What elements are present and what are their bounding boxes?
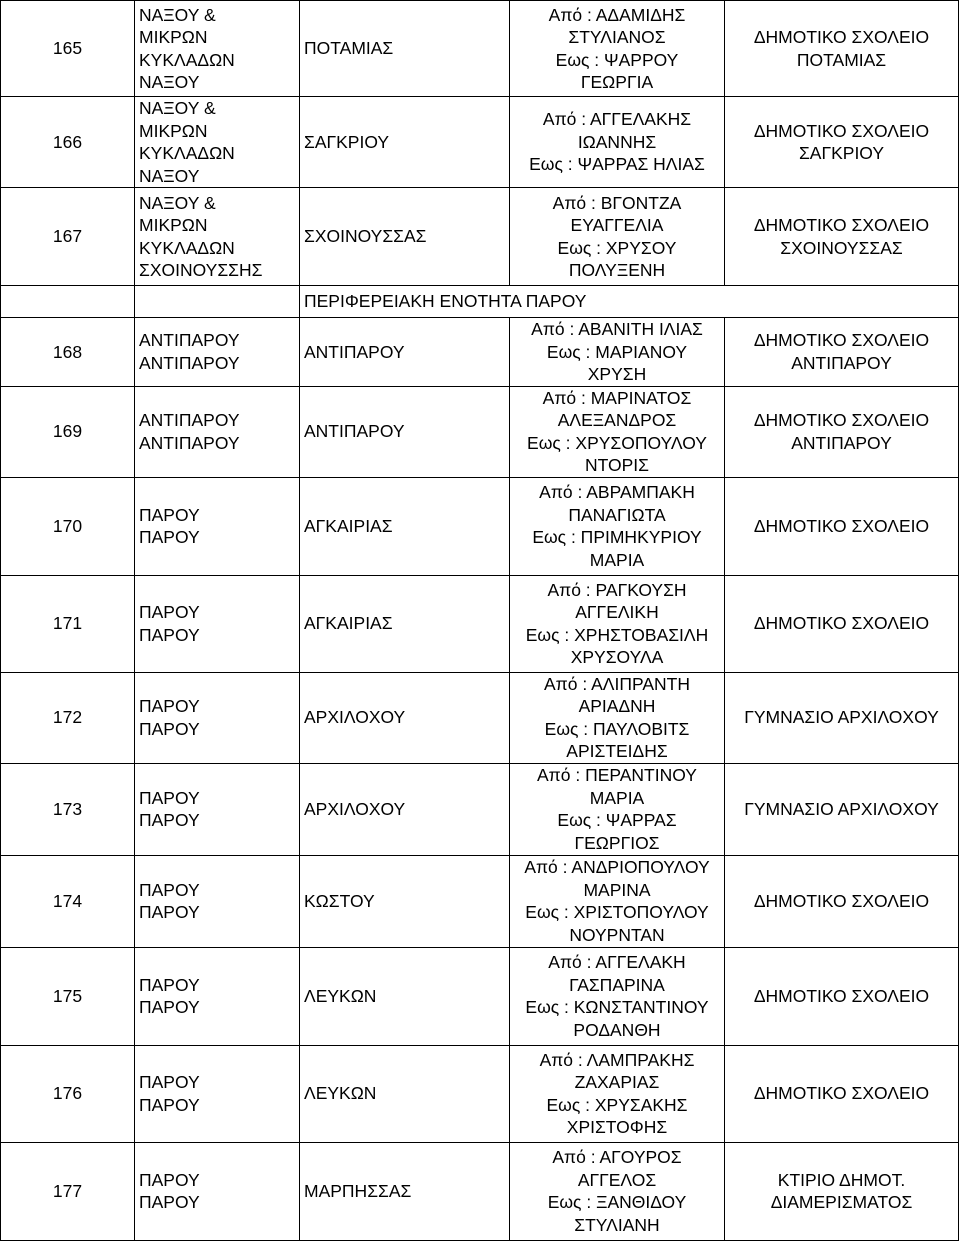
row-number: 166 [1,97,135,188]
cell-line: ΔΗΜΟΤΙΚΟ ΣΧΟΛΕΙΟ [753,27,930,47]
cell-line: ΠΑΡΟΥ [139,1072,200,1092]
voter-range-cell [510,1045,725,1142]
venue-cell [725,188,959,286]
cell-line: ΠΑΡΟΥ [139,1169,200,1190]
cell-line: ΜΙΚΡΩΝ [139,120,208,141]
cell-line: Εως : ΨΑΡΡΑΣ [557,810,677,830]
cell-line: ΡΟΔΑΝΘΗ [573,1019,661,1040]
cell-line: ΔΗΜΟΤΙΚΟ ΣΧΟΛΕΙΟ [753,120,930,141]
row-number: 171 [1,575,135,672]
community-cell: ΑΝΤΙΠΑΡΟΥ [300,318,510,387]
cell-line: Από : ΡΑΓΚΟΥΣΗ [547,579,687,600]
row-number: 174 [1,855,135,947]
cell-line: ΔΗΜΟΤΙΚΟ ΣΧΟΛΕΙΟ [753,890,930,911]
table-row [1,855,959,947]
venue-cell [725,318,959,387]
voter-range-cell [510,386,725,477]
cell-line: Εως : ΧΡΥΣΑΚΗΣ [546,1094,688,1115]
community-cell: ΑΡΧΙΛΟΧΟΥ [300,672,510,763]
section-row [1,286,959,318]
venue-cell [725,763,959,855]
cell-line: ΠΑΡΟΥ [139,879,200,900]
venue-cell [725,386,959,477]
table-row [1,318,959,387]
cell-line: Από : ΑΓΓΕΛΑΚΗ [548,952,686,972]
row-number: 176 [1,1045,135,1142]
cell-line: ΜΙΚΡΩΝ [139,215,208,235]
cell-line: ΑΝΤΙΠΑΡΟΥ [791,432,892,453]
cell-line: ΑΡΙΑΔΝΗ [578,696,656,716]
cell-line: ΔΗΜΟΤΙΚΟ ΣΧΟΛΕΙΟ [753,985,930,1006]
section-empty-cell [1,286,135,318]
cell-line: ΠΑΡΟΥ [139,1094,200,1115]
row-number: 173 [1,763,135,855]
cell-line: ΚΥΚΛΑΔΩΝ [139,143,235,163]
cell-line: ΑΝΤΙΠΑΡΟΥ [139,410,240,430]
cell-line: ΠΑΡΟΥ [139,902,200,922]
cell-line: ΠΑΡΟΥ [139,696,200,716]
cell-line: ΓΥΜΝΑΣΙΟ ΑΡΧΙΛΟΧΟΥ [744,798,939,819]
table-body-paros [1,318,959,1241]
cell-line: Από : ΑΒΑΝΙΤΗ ΙΛΙΑΣ [531,319,703,339]
cell-line: ΠΑΡΟΥ [139,602,200,622]
voter-range-cell [510,477,725,575]
venue-cell [725,1142,959,1240]
voter-range-cell [510,318,725,387]
cell-line: ΠΑΡΟΥ [139,527,200,547]
voter-range-cell [510,1142,725,1240]
cell-line: ΔΗΜΟΤΙΚΟ ΣΧΟΛΕΙΟ [753,1083,930,1104]
cell-line: ΠΑΡΟΥ [139,504,200,525]
cell-line: Από : ΠΕΡΑΝΤΙΝΟΥ [537,765,697,785]
cell-line: ΑΝΤΙΠΑΡΟΥ [139,432,240,453]
municipality-cell [135,1045,300,1142]
table-row [1,188,959,286]
cell-line: ΠΑΡΟΥ [139,974,200,995]
voter-range-cell [510,947,725,1045]
cell-line: ΑΝΤΙΠΑΡΟΥ [139,330,240,351]
venue-cell [725,1045,959,1142]
cell-line: ΔΗΜΟΤΙΚΟ ΣΧΟΛΕΙΟ [753,410,930,430]
venue-cell [725,575,959,672]
community-cell: ΑΝΤΙΠΑΡΟΥ [300,386,510,477]
cell-line: Από : ΑΝΔΡΙΟΠΟΥΛΟΥ [524,857,710,877]
row-number: 169 [1,386,135,477]
venue-cell [725,855,959,947]
cell-line: ΓΕΩΡΓΙΑ [580,72,654,92]
table-row [1,1,959,97]
cell-line: ΑΝΤΙΠΑΡΟΥ [139,352,240,373]
municipality-cell [135,1142,300,1240]
cell-line: ΧΡΥΣΟΥΛΑ [570,647,664,667]
row-number: 167 [1,188,135,286]
row-number: 168 [1,318,135,387]
cell-line: ΠΑΡΟΥ [139,624,200,645]
cell-line: ΠΟΛΥΞΕΝΗ [568,260,666,280]
cell-line: ΠΑΡΟΥ [139,1192,200,1212]
cell-line: ΠΑΡΟΥ [139,787,200,808]
cell-line: ΔΗΜΟΤΙΚΟ ΣΧΟΛΕΙΟ [753,330,930,351]
cell-line: Εως : ΨΑΡΡΑΣ ΗΛΙΑΣ [529,154,705,175]
cell-line: Εως : ΧΡΥΣΟΠΟΥΛΟΥ [527,432,707,453]
table-row [1,575,959,672]
cell-line: ΓΑΣΠΑΡΙΝΑ [569,974,665,995]
community-cell: ΜΑΡΠΗΣΣΑΣ [300,1142,510,1240]
cell-line: ΔΙΑΜΕΡΙΣΜΑΤΟΣ [770,1192,913,1212]
table-row [1,477,959,575]
cell-line: ΔΗΜΟΤΙΚΟ ΣΧΟΛΕΙΟ [753,215,930,235]
cell-line: ΠΑΡΟΥ [139,997,200,1017]
table-body-naxos [1,1,959,286]
venue-cell [725,947,959,1045]
table-row [1,1045,959,1142]
community-cell: ΠΟΤΑΜΙΑΣ [300,1,510,97]
voter-range-cell [510,855,725,947]
cell-line: Εως : ΞΑΝΘΙΔΟΥ [547,1192,687,1212]
cell-line: ΠΑΝΑΓΙΩΤΑ [568,504,666,525]
cell-line: ΠΟΤΑΜΙΑΣ [796,49,887,70]
municipality-cell [135,855,300,947]
municipality-cell [135,575,300,672]
cell-line: ΓΕΩΡΓΙΟΣ [574,832,660,853]
cell-line: Εως : ΜΑΡΙΑΝΟΥ [546,341,688,362]
cell-line: ΜΑΡΙΝΑ [583,879,651,900]
cell-line: ΝΑΞΟΥ & [139,192,216,213]
cell-line: ΙΩΑΝΝΗΣ [577,131,657,152]
community-cell: ΑΓΚΑΙΡΙΑΣ [300,575,510,672]
table-row [1,947,959,1045]
cell-line: ΣΑΓΚΡΙΟΥ [798,143,885,163]
cell-line: ΠΑΡΟΥ [139,810,200,830]
cell-line: ΣΧΟΙΝΟΥΣΣΑΣ [780,237,903,258]
table-row [1,97,959,188]
row-number: 172 [1,672,135,763]
municipality-cell [135,672,300,763]
municipality-cell [135,763,300,855]
cell-line: Εως : ΠΡΙΜΗΚΥΡΙΟΥ [532,527,702,547]
municipality-cell [135,947,300,1045]
row-number: 170 [1,477,135,575]
cell-line: ΔΗΜΟΤΙΚΟ ΣΧΟΛΕΙΟ [753,613,930,634]
voter-range-cell [510,575,725,672]
voter-range-cell [510,97,725,188]
cell-line: Από : ΑΓΓΕΛΑΚΗΣ [542,109,692,130]
cell-line: Από : ΑΔΑΜΙΔΗΣ [548,4,686,25]
row-number: 175 [1,947,135,1045]
voter-range-cell [510,763,725,855]
cell-line: ΑΓΓΕΛΙΚΗ [575,602,659,622]
community-cell: ΛΕΥΚΩΝ [300,1045,510,1142]
cell-line: ΑΛΕΞΑΝΔΡΟΣ [557,410,677,430]
section-title: ΠΕΡΙΦΕΡΕΙΑΚΗ ΕΝΟΤΗΤΑ ΠΑΡΟΥ [300,286,959,318]
cell-line: Εως : ΧΡΗΣΤΟΒΑΣΙΛΗ [525,624,709,645]
venue-cell [725,97,959,188]
cell-line: ΝΟΥΡΝΤΑΝ [569,924,665,945]
community-cell: ΑΓΚΑΙΡΙΑΣ [300,477,510,575]
municipality-cell [135,477,300,575]
cell-line: ΧΡΙΣΤΟΦΗΣ [566,1117,668,1137]
row-number: 177 [1,1142,135,1240]
cell-line: ΧΡΥΣΗ [587,364,647,384]
community-cell: ΑΡΧΙΛΟΧΟΥ [300,763,510,855]
cell-line: ΣΧΟΙΝΟΥΣΣΗΣ [139,260,263,280]
cell-line: Από : ΑΓΟΥΡΟΣ [552,1147,682,1167]
community-cell: ΛΕΥΚΩΝ [300,947,510,1045]
municipality-cell [135,188,300,286]
cell-line: ΑΝΤΙΠΑΡΟΥ [791,352,892,373]
municipality-cell [135,97,300,188]
community-cell: ΣΑΓΚΡΙΟΥ [300,97,510,188]
cell-line: ΝΑΞΟΥ & [139,4,216,25]
table-row [1,672,959,763]
voter-range-cell [510,672,725,763]
cell-line: Από : ΒΓΟΝΤΖΑ [552,192,682,213]
cell-line: ΣΤΥΛΙΑΝΗ [574,1214,660,1235]
cell-line: ΕΥΑΓΓΕΛΙΑ [570,215,664,235]
cell-line: Από : ΑΒΡΑΜΠΑΚΗ [539,482,695,502]
row-number: 165 [1,1,135,97]
cell-line: ΜΑΡΙΑ [589,787,645,808]
cell-line: ΝΤΟΡΙΣ [585,455,649,475]
municipality-cell [135,318,300,387]
venue-cell [725,477,959,575]
table-row [1,1142,959,1240]
cell-line: ΖΑΧΑΡΙΑΣ [574,1072,660,1092]
cell-line: Εως : ΧΡΥΣΟΥ [557,237,677,258]
community-cell: ΚΩΣΤΟΥ [300,855,510,947]
cell-line: Εως : ΧΡΙΣΤΟΠΟΥΛΟΥ [525,902,709,922]
table-section-header [1,286,959,318]
voter-range-cell [510,1,725,97]
municipality-cell [135,386,300,477]
cell-line: ΚΥΚΛΑΔΩΝ [139,49,235,70]
cell-line: ΝΑΞΟΥ [139,165,200,186]
cell-line: ΔΗΜΟΤΙΚΟ ΣΧΟΛΕΙΟ [753,515,930,536]
voter-range-cell [510,188,725,286]
cell-line: ΜΙΚΡΩΝ [139,27,208,47]
cell-line: ΝΑΞΟΥ [139,72,200,92]
cell-line: Από : ΑΛΙΠΡΑΝΤΗ [544,673,690,694]
venue-cell [725,672,959,763]
cell-line: Εως : ΠΑΥΛΟΒΙΤΣ [544,718,690,739]
cell-line: Εως : ΨΑΡΡΟΥ [555,49,679,70]
cell-line: ΑΓΓΕΛΟΣ [577,1169,657,1190]
community-cell: ΣΧΟΙΝΟΥΣΣΑΣ [300,188,510,286]
cell-line: Από : ΜΑΡΙΝΑΤΟΣ [542,387,692,408]
cell-line: Από : ΛΑΜΠΡΑΚΗΣ [539,1049,695,1070]
cell-line: Εως : ΚΩΝΣΤΑΝΤΙΝΟΥ [525,997,709,1017]
cell-line: ΜΑΡΙΑ [589,549,645,570]
cell-line: ΣΤΥΛΙΑΝΟΣ [568,27,666,47]
cell-line: ΑΡΙΣΤΕΙΔΗΣ [566,741,668,761]
cell-line: ΓΥΜΝΑΣΙΟ ΑΡΧΙΛΟΧΟΥ [744,707,939,728]
table-row [1,763,959,855]
section-empty-cell [135,286,300,318]
municipality-cell [135,1,300,97]
cell-line: ΚΤΙΡΙΟ ΔΗΜΟΤ. [777,1169,906,1190]
cell-line: ΠΑΡΟΥ [139,718,200,739]
cell-line: ΝΑΞΟΥ & [139,98,216,118]
cell-line: ΚΥΚΛΑΔΩΝ [139,237,235,258]
venue-cell [725,1,959,97]
table-row [1,386,959,477]
